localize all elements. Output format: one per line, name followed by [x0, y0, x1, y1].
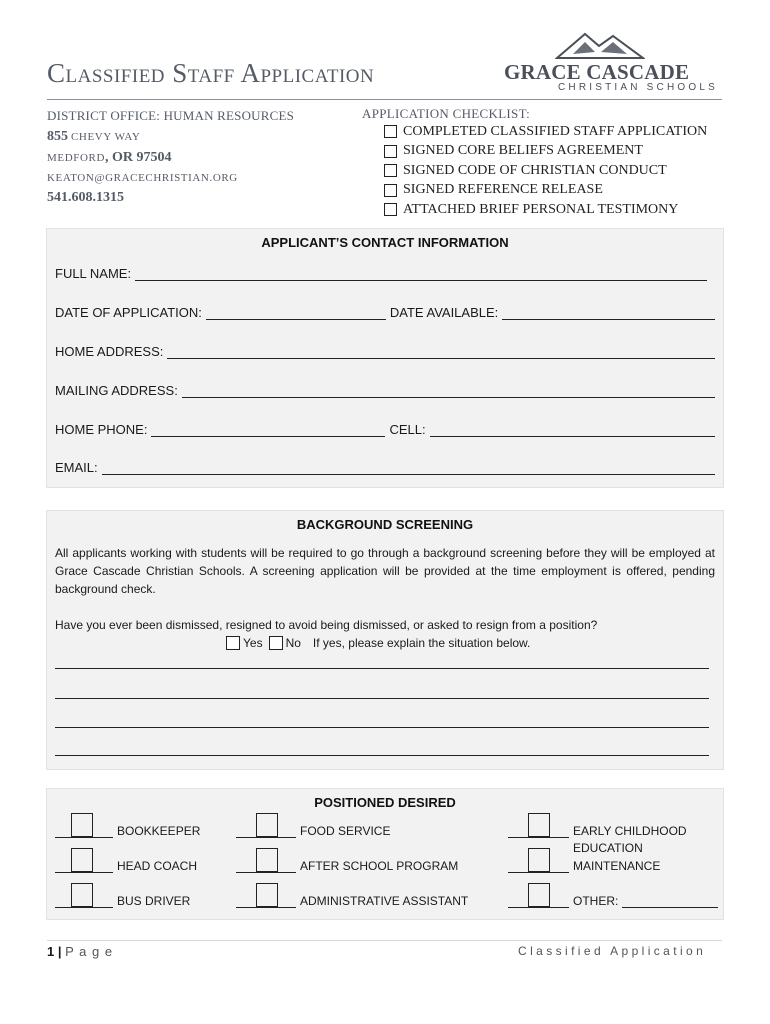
checkbox[interactable]	[384, 145, 397, 158]
checklist-label: COMPLETED CLASSIFIED STAFF APPLICATION	[403, 123, 708, 139]
date-available-label: DATE AVAILABLE:	[389, 305, 499, 320]
position-bus-driver[interactable]	[55, 893, 190, 908]
position-admin-assistant[interactable]	[236, 893, 468, 908]
state-zip: , OR 97504	[105, 150, 172, 165]
date-of-application-label: DATE OF APPLICATION:	[55, 305, 202, 320]
checklist-item[interactable]	[384, 161, 707, 181]
position-checkbox[interactable]	[71, 813, 93, 837]
position-checkbox[interactable]	[528, 813, 550, 837]
page-number	[47, 944, 113, 959]
position-other[interactable]	[508, 893, 718, 908]
cell-field[interactable]	[430, 424, 715, 437]
page-title: Classified Staff Application	[47, 58, 375, 88]
page-word: P a g e	[65, 944, 114, 959]
mailing-address-label: MAILING ADDRESS:	[55, 383, 178, 398]
full-name-row	[55, 266, 715, 281]
logo-name: GRACE CASCADE	[504, 60, 690, 84]
full-name-label: FULL NAME:	[55, 266, 132, 281]
office-street	[47, 126, 294, 147]
position-label: MAINTENANCE	[573, 859, 661, 873]
dismissal-question: Have you ever been dismissed, resigned to avoid being dismissed, or asked to resign from a position?	[55, 618, 598, 632]
position-label: FOOD SERVICE	[300, 824, 391, 838]
positions-heading: POSITIONED DESIRED	[314, 795, 456, 810]
cell-label: CELL:	[389, 422, 426, 437]
email-field[interactable]	[102, 462, 715, 475]
office-city	[47, 147, 294, 168]
yes-label: Yes	[243, 636, 263, 650]
position-label: HEAD COACH	[117, 859, 198, 873]
phone-row	[55, 422, 715, 437]
street-number: 855	[47, 129, 68, 144]
no-checkbox[interactable]	[269, 636, 283, 650]
background-paragraph: All applicants working with students will be required to go through a background screening before they will be employed at Grace Cascade Christian Schools. A screening application will be provided at the time employment is offered, pending background check.	[55, 546, 715, 596]
city-name: MEDFORD	[47, 152, 105, 164]
position-checkbox[interactable]	[256, 813, 278, 837]
checkbox[interactable]	[384, 125, 397, 138]
contact-heading: APPLICANT’S CONTACT INFORMATION	[261, 235, 509, 250]
title-divider	[47, 99, 722, 100]
position-label-continued: EDUCATION	[573, 841, 643, 855]
explanation-line[interactable]	[55, 668, 709, 669]
background-heading: BACKGROUND SCREENING	[296, 517, 474, 532]
footer-divider	[47, 940, 722, 941]
mountain-logo-icon	[555, 30, 645, 60]
home-address-row	[55, 344, 715, 359]
position-label: ADMINISTRATIVE ASSISTANT	[300, 894, 469, 908]
checklist-item[interactable]	[384, 142, 707, 162]
explain-prompt: If yes, please explain the situation below.	[312, 636, 531, 650]
other-position-field[interactable]	[622, 895, 718, 908]
yes-checkbox[interactable]	[226, 636, 240, 650]
dates-row	[55, 305, 715, 320]
office-line: DISTRICT OFFICE: HUMAN RESOURCES	[47, 108, 295, 123]
checkbox[interactable]	[384, 203, 397, 216]
position-after-school[interactable]	[236, 858, 458, 873]
home-phone-field[interactable]	[151, 424, 385, 437]
position-label: BUS DRIVER	[117, 894, 191, 908]
no-label: No	[285, 636, 301, 650]
checklist-label: SIGNED REFERENCE RELEASE	[403, 182, 603, 198]
application-checklist	[362, 106, 707, 220]
position-checkbox[interactable]	[528, 848, 550, 872]
email-label: EMAIL:	[55, 460, 98, 475]
mailing-address-field[interactable]	[182, 385, 715, 398]
office-phone: 541.608.1315	[47, 190, 124, 205]
position-label: BOOKKEEPER	[117, 824, 201, 838]
yes-no-row	[226, 636, 530, 650]
checklist-label: ATTACHED BRIEF PERSONAL TESTIMONY	[403, 201, 679, 217]
checklist-heading: APPLICATION CHECKLIST:	[362, 106, 531, 121]
street-name: CHEVY WAY	[71, 131, 141, 143]
date-available-field[interactable]	[502, 307, 715, 320]
email-row	[55, 460, 715, 475]
position-bookkeeper[interactable]	[55, 823, 200, 838]
home-phone-label: HOME PHONE:	[55, 422, 148, 437]
position-food-service[interactable]	[236, 823, 390, 838]
mailing-address-row	[55, 383, 715, 398]
page-num: 1	[47, 944, 55, 959]
explanation-line[interactable]	[55, 698, 709, 699]
logo-subtitle: CHRISTIAN SCHOOLS	[558, 82, 718, 93]
position-label: OTHER:	[573, 894, 619, 908]
position-checkbox[interactable]	[256, 848, 278, 872]
position-checkbox[interactable]	[71, 848, 93, 872]
position-checkbox[interactable]	[256, 883, 278, 907]
home-address-field[interactable]	[167, 346, 715, 359]
position-head-coach[interactable]	[55, 858, 197, 873]
page-separator: |	[57, 944, 62, 959]
checklist-item[interactable]	[384, 122, 707, 142]
date-of-application-field[interactable]	[206, 307, 386, 320]
footer-doc-title: Classified Application	[518, 944, 707, 958]
checklist-label: SIGNED CORE BELIEFS AGREEMENT	[403, 143, 643, 159]
checklist-item[interactable]	[384, 181, 707, 201]
position-early-childhood[interactable]	[508, 823, 687, 838]
checkbox[interactable]	[384, 164, 397, 177]
position-label: EARLY CHILDHOOD	[573, 824, 687, 838]
office-email[interactable]: KEATON@GRACECHRISTIAN.ORG	[47, 172, 238, 184]
checkbox[interactable]	[384, 184, 397, 197]
position-checkbox[interactable]	[528, 883, 550, 907]
explanation-line[interactable]	[55, 727, 709, 728]
checklist-item[interactable]	[384, 200, 707, 220]
position-label: AFTER SCHOOL PROGRAM	[300, 859, 459, 873]
position-maintenance[interactable]	[508, 858, 660, 873]
explanation-line[interactable]	[55, 755, 709, 756]
home-address-label: HOME ADDRESS:	[55, 344, 164, 359]
office-info	[47, 106, 294, 208]
position-checkbox[interactable]	[71, 883, 93, 907]
full-name-field[interactable]	[135, 268, 707, 281]
checklist-label: SIGNED CODE OF CHRISTIAN CONDUCT	[403, 162, 667, 178]
